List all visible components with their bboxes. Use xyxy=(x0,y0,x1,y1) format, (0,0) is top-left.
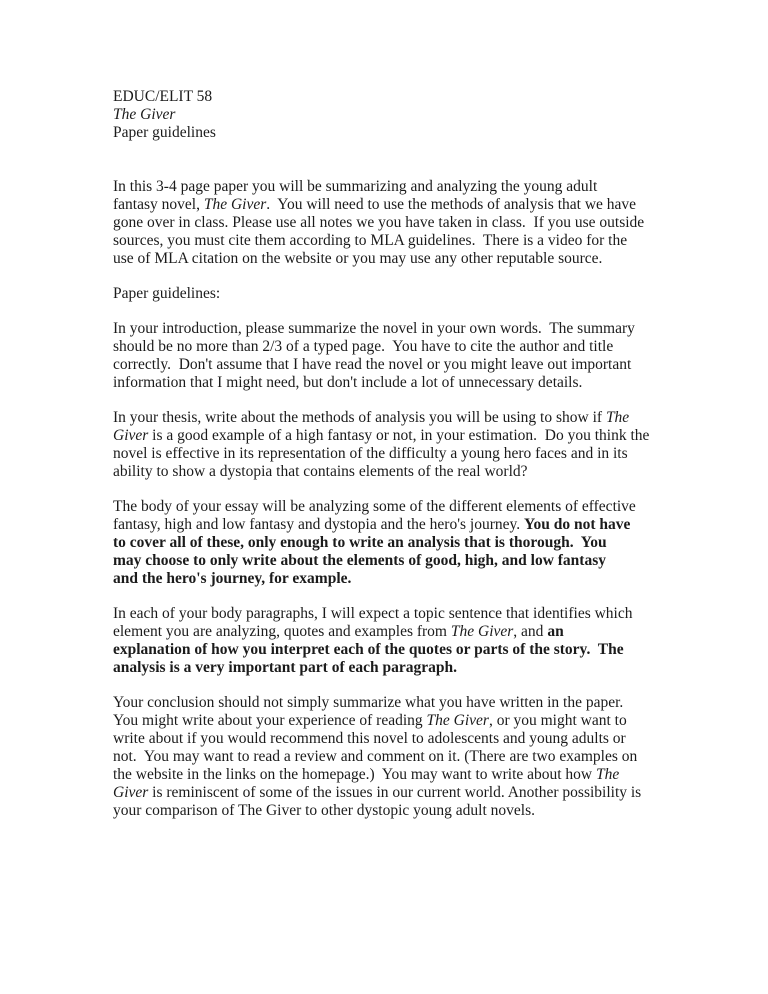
text-run: In your thesis, write about the methods of analysis you will be using to show if xyxy=(113,409,606,426)
text-line xyxy=(113,178,673,196)
text-line xyxy=(113,320,673,338)
text-run: is reminiscent of some of the issues in our current world. Another possibility is xyxy=(148,784,642,801)
text-run: Paper guidelines: xyxy=(113,285,221,302)
text-run: write about if you would recommend this novel to adolescents and young adults or xyxy=(113,730,626,747)
text-line xyxy=(113,214,673,232)
document-page xyxy=(113,88,673,837)
paragraph-overview xyxy=(113,178,673,268)
paragraph-guidelines-heading xyxy=(113,285,673,303)
paragraph-body xyxy=(113,498,673,588)
text-run: the website in the links on the homepage.) You may want to write about how xyxy=(113,766,597,783)
text-run: novel is effective in its representation of the difficulty a young hero faces and in its xyxy=(113,445,628,462)
text-run: is a good example of a high fantasy or not, in your estimation. Do you think the xyxy=(148,427,650,444)
text-line xyxy=(113,196,673,214)
text-run: gone over in class. Please use all notes we you have taken in class. If you use outside xyxy=(113,214,645,231)
text-run: , or you might want to xyxy=(488,712,627,729)
text-line xyxy=(113,409,673,427)
text-run: You do not have xyxy=(524,516,631,533)
paragraph-body-paragraphs xyxy=(113,605,673,677)
text-run: and the hero's journey, for example. xyxy=(113,570,352,587)
text-run: In each of your body paragraphs, I will expect a topic sentence that identifies which xyxy=(113,605,633,622)
text-line xyxy=(113,730,673,748)
text-line xyxy=(113,463,673,481)
document-body xyxy=(113,178,673,820)
text-line xyxy=(113,784,673,802)
text-line xyxy=(113,356,673,374)
text-line xyxy=(113,250,673,268)
paragraph-conclusion xyxy=(113,694,673,820)
text-line xyxy=(113,694,673,712)
text-run: information that I might need, but don't include a lot of unnecessary details. xyxy=(113,374,583,391)
course-code: EDUC/ELIT 58 xyxy=(113,88,213,105)
text-run: You might write about your experience of reading xyxy=(113,712,427,729)
text-run: , and xyxy=(513,623,548,640)
text-run: use of MLA citation on the website or you may use any other reputable source. xyxy=(113,250,603,267)
text-line xyxy=(113,552,673,570)
text-line xyxy=(113,659,673,677)
text-run: Your conclusion should not simply summarize what you have written in the paper. xyxy=(113,694,624,711)
text-run: should be no more than 2/3 of a typed page. You have to cite the author and title xyxy=(113,338,614,355)
text-line xyxy=(113,285,673,303)
text-run: explanation of how you interpret each of the quotes or parts of the story. The xyxy=(113,641,624,658)
text-line xyxy=(113,766,673,784)
document-header xyxy=(113,88,673,142)
text-run: The body of your essay will be analyzing some of the different elements of effective xyxy=(113,498,636,515)
paragraph-thesis xyxy=(113,409,673,481)
text-run: The Giver xyxy=(426,712,489,729)
book-title: The Giver xyxy=(113,106,176,123)
text-line xyxy=(113,570,673,588)
text-line xyxy=(113,748,673,766)
text-run: sources, you must cite them according to MLA guidelines. There is a video for the xyxy=(113,232,628,249)
text-run: element you are analyzing, quotes and examples from xyxy=(113,623,451,640)
text-run: ability to show a dystopia that contains elements of the real world? xyxy=(113,463,528,480)
text-run: to cover all of these, only enough to write an analysis that is thorough. You xyxy=(113,534,607,551)
text-run: The Giver xyxy=(450,623,514,640)
text-line xyxy=(113,498,673,516)
text-line xyxy=(113,641,673,659)
text-run: Giver xyxy=(113,427,149,444)
text-line xyxy=(113,534,673,552)
text-line xyxy=(113,232,673,250)
text-line xyxy=(113,445,673,463)
text-run: The Giver xyxy=(203,196,267,213)
text-run: not. You may want to read a review and comment on it. (There are two examples on xyxy=(113,748,638,765)
text-run: analysis is a very important part of each paragraph. xyxy=(113,659,458,676)
text-run: your comparison of The Giver to other dystopic young adult novels. xyxy=(113,802,536,819)
text-run: The xyxy=(596,766,620,783)
text-run: The xyxy=(605,409,630,426)
text-line xyxy=(113,605,673,623)
text-run: correctly. Don't assume that I have read the novel or you might leave out important xyxy=(113,356,632,373)
paragraph-introduction xyxy=(113,320,673,392)
text-run: may choose to only write about the elements of good, high, and low fantasy xyxy=(113,552,606,569)
text-run: fantasy novel, xyxy=(113,196,204,213)
text-line xyxy=(113,712,673,730)
text-line xyxy=(113,802,673,820)
text-line xyxy=(113,338,673,356)
text-run: fantasy, high and low fantasy and dystopia and the hero's journey. xyxy=(113,516,524,533)
text-run: Giver xyxy=(113,784,149,801)
text-run: . You will need to use the methods of analysis that we have xyxy=(266,196,637,213)
document-subtitle: Paper guidelines xyxy=(113,124,216,141)
text-run: an xyxy=(547,623,564,640)
text-line xyxy=(113,427,673,445)
text-line xyxy=(113,516,673,534)
text-line xyxy=(113,623,673,641)
text-line xyxy=(113,374,673,392)
text-run: In this 3-4 page paper you will be summarizing and analyzing the young adult xyxy=(113,178,598,195)
text-run: In your introduction, please summarize the novel in your own words. The summary xyxy=(113,320,635,337)
